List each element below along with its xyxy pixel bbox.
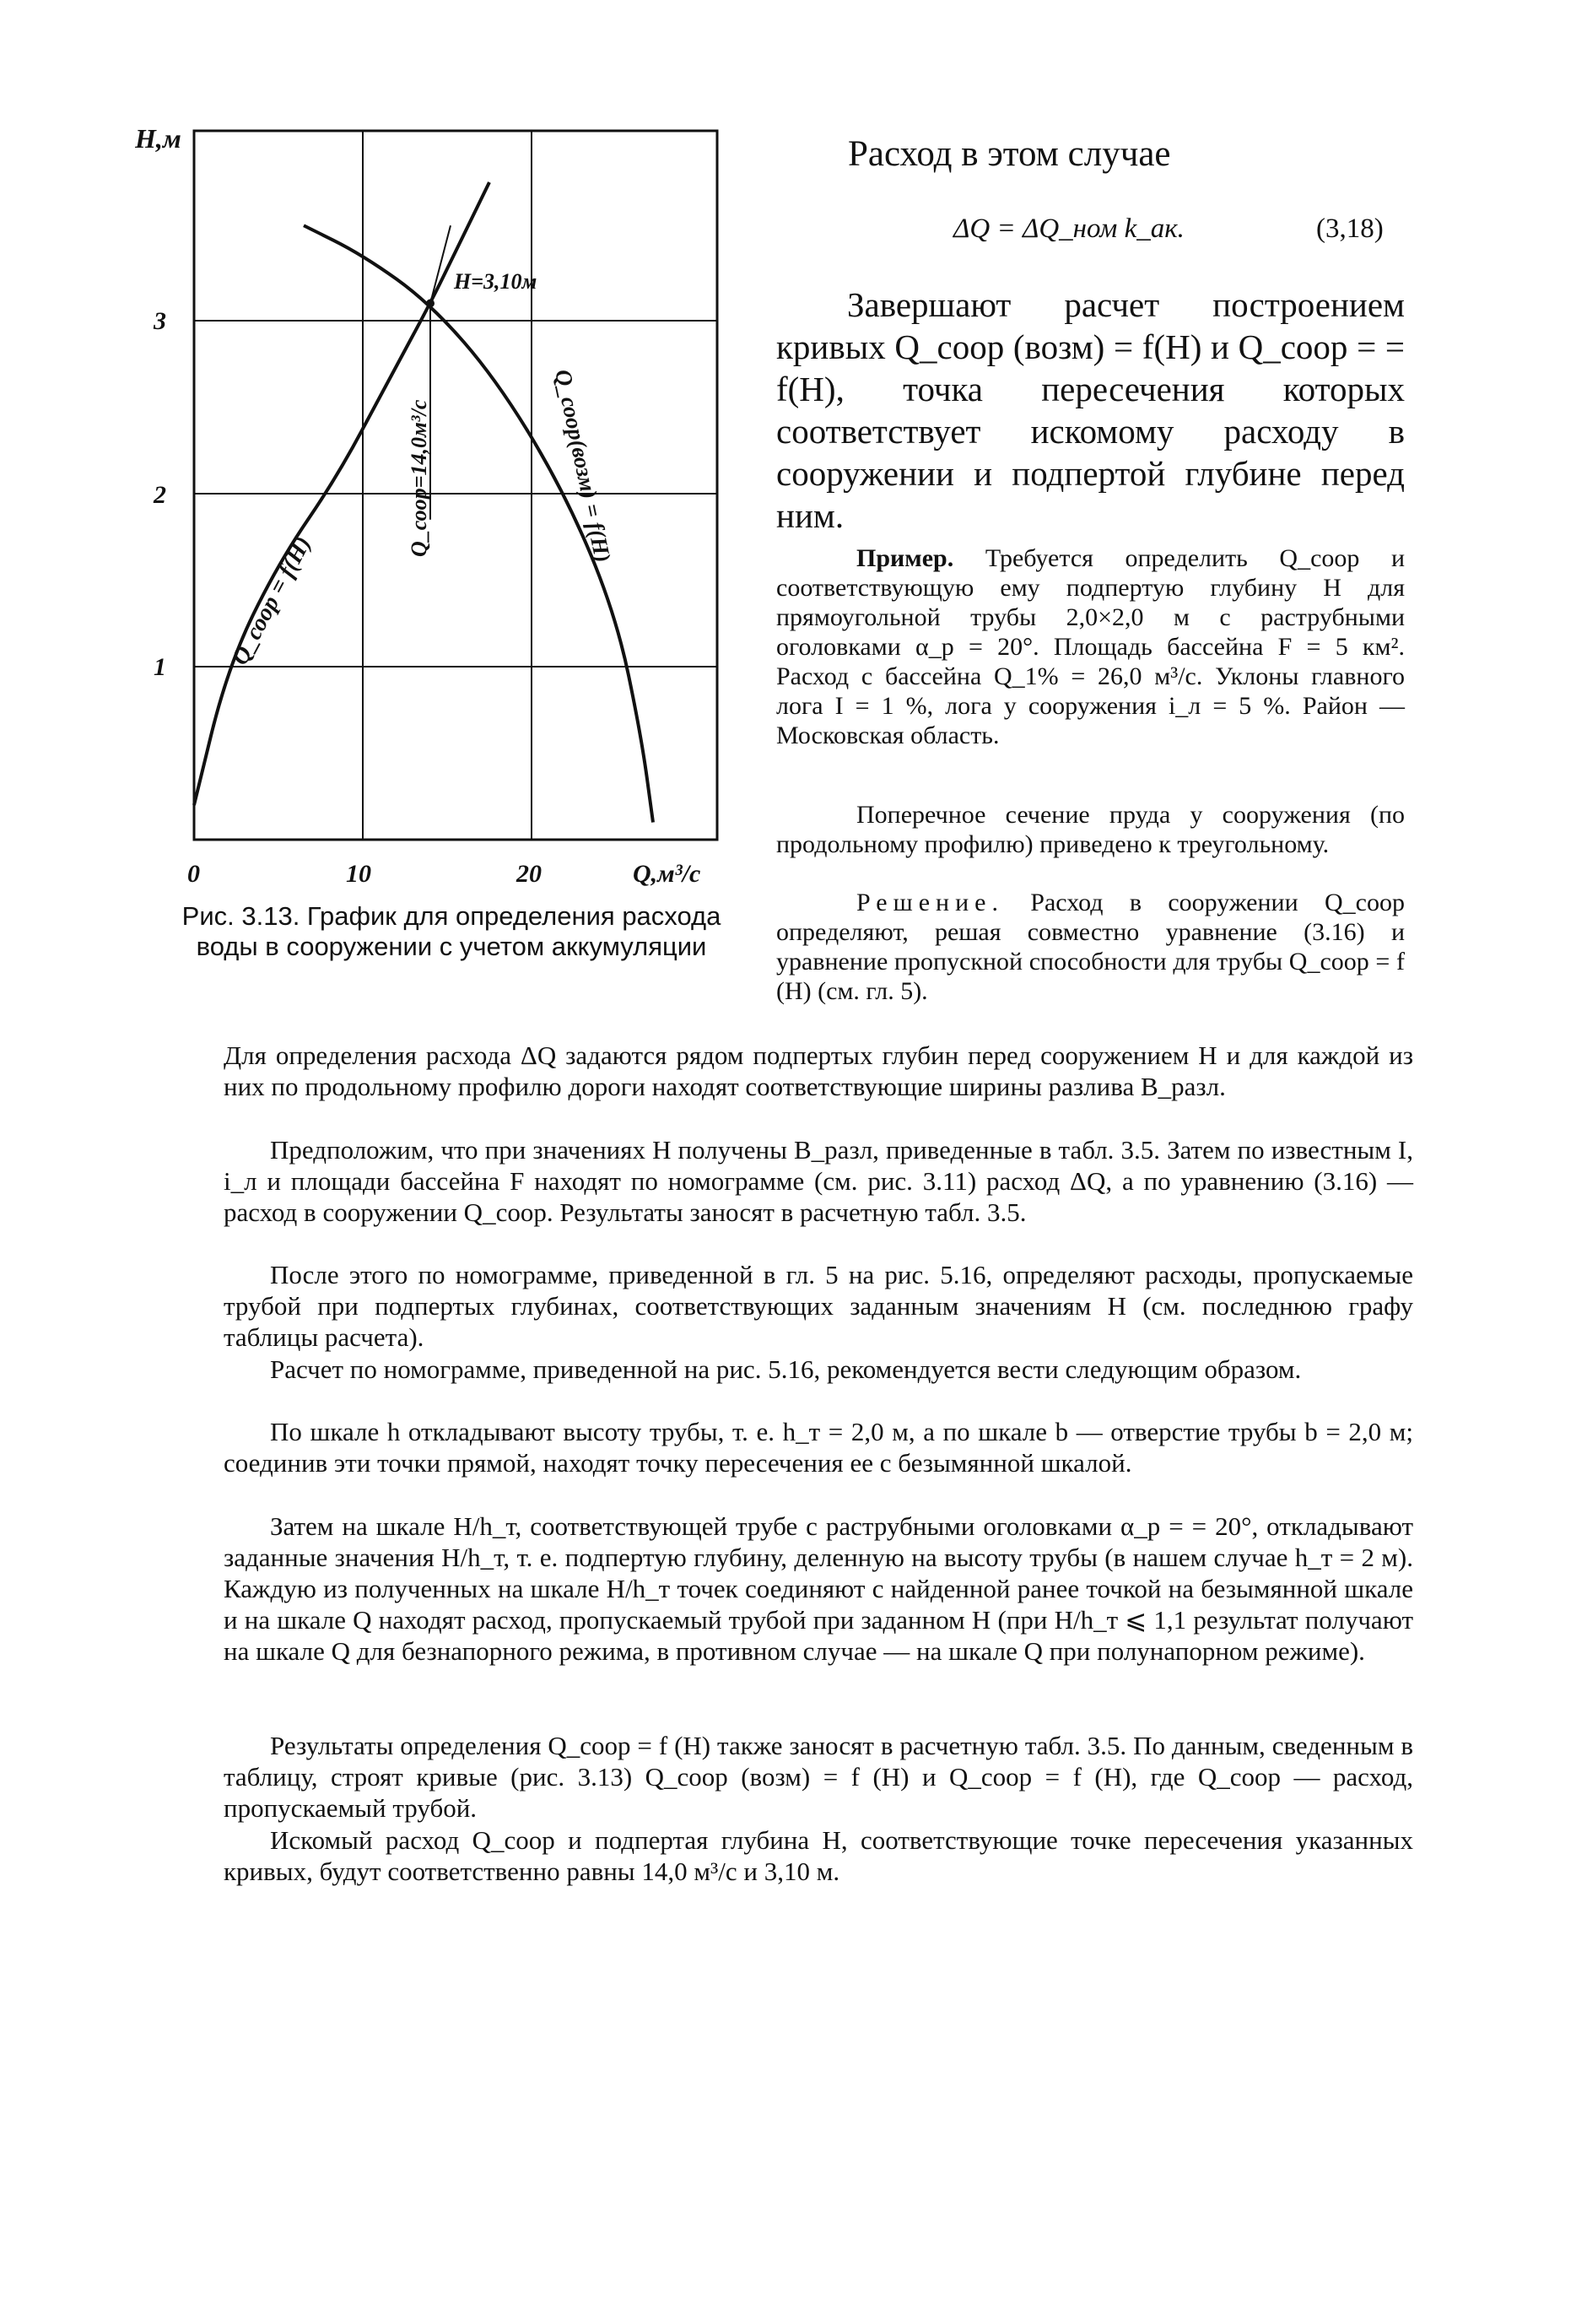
figure-caption: Рис. 3.13. График для определения расхода воды в сооружении с учетом аккумуляции	[181, 901, 721, 961]
body-paragraph-4: Расчет по номограмме, приведенной на рис. 5.16, рекомендуется вести следующим образом.	[270, 1354, 1302, 1384]
origin-label: 0	[187, 860, 200, 888]
solution-text: Расход в сооружении Q_соор определяют, решая совместно уравнение (3.16) и уравнение пропускной способности для трубы Q_соор = f (H) (см. гл. 5).	[776, 889, 1405, 1005]
h-annotation: H=3,10м	[454, 269, 537, 294]
x-tick-10: 10	[346, 860, 371, 888]
example-text: Требуется определить Q_соор и соответствующую ему подпертую глубину H для прямоугольной трубы 2,0×2,0 м с раструбными оголовками α_р = 20°. Площадь бассейна F = 5 км². Расход с бассейна Q_1% = 26,0 м³/с. Уклоны главного лога I = 1 %, лога у сооружения i_л = 5 %. Район — Московская область.	[776, 544, 1406, 749]
body-paragraph-1: Для определения расхода ΔQ задаются рядом подпертых глубин перед сооружением H и для каждой из них по продольному профилю дороги находят соответствующие ширины разлива B_разл.	[224, 1040, 1413, 1101]
y-axis-label: Н,м	[135, 127, 181, 154]
body-paragraph-2: Предположим, что при значениях H получены B_разл, приведенные в табл. 3.5. Затем по известным I, i_л и площади бассейна F находят по номограмме (см. рис. 3.11) расход ΔQ, а по уравнению (3.16) — расход в сооружении Q_соор. Результаты заносят в расчетную табл. 3.5.	[224, 1135, 1413, 1227]
body-paragraph-3: После этого по номограмме, приведенной в гл. 5 на рис. 5.16, определяют расходы, пропускаемые трубой при подпертых глубинах, соответствующих заданным значениям H (см. последнюю графу таблицы расчета).	[224, 1260, 1413, 1352]
y-tick-3: 3	[154, 307, 166, 335]
body-paragraph-8: Искомый расход Q_соор и подпертая глубина H, соответствующие точке пересечения указанных кривых, будут соответственно равны 14,0 м³/с и 3,10 м.	[224, 1825, 1413, 1886]
right-heading: Расход в этом случае	[848, 134, 1171, 174]
q-annotation: Q_соор=14,0м³/с	[407, 399, 431, 557]
x-tick-20: 20	[516, 860, 542, 888]
solution-block	[776, 888, 1405, 1006]
x-axis-label: Q,м³/с	[633, 860, 701, 888]
solution-word: Решение.	[856, 889, 1004, 916]
y-tick-2: 2	[154, 481, 166, 509]
example-title: Пример.	[856, 544, 954, 572]
curve1-label: Q_соор = f(H)	[226, 532, 316, 670]
example-block	[776, 543, 1405, 750]
formula-number: (3,18)	[1316, 213, 1384, 244]
cross-section-text: Поперечное сечение пруда у сооружения (по продольному профилю) приведено к треугольному.	[776, 801, 1405, 858]
figure-chart	[135, 127, 742, 911]
body-paragraph-6: Затем на шкале H/h_т, соответствующей трубе с раструбными оголовками α_р = = 20°, откладывают заданные значения H/h_т, т. е. подпертую глубину, деленную на высоту трубы (в нашем случае h_т = 2 м). Каждую из полученных на шкале H/h_т точек соединяют с найденной ранее точкой на безымянной шкале и на шкале Q находят расход, пропускаемый трубой при заданном H (при H/h_т ⩽ 1,1 результат получают на шкале Q для безнапорного режима, в противном случае — на шкале Q при полунапорном режиме).	[224, 1511, 1413, 1666]
y-tick-1: 1	[154, 653, 166, 681]
formula: ΔQ = ΔQ_ном k_ак.	[953, 213, 1185, 244]
curve2-label: Q_соор(возм) = f(H)	[550, 367, 616, 565]
right-paragraph1: Завершают расчет построением кривых Q_соор (возм) = f(H) и Q_соор = = f(H), точка пересечения которых соответствует искомому расходу в сооружении и подпертой глубине перед ним.	[776, 285, 1405, 535]
body-paragraph-7: Результаты определения Q_соор = f (H) также заносят в расчетную табл. 3.5. По данным, сведенным в таблицу, строят кривые (рис. 3.13) Q_соор (возм) = f (H) и Q_соор = f (H), где Q_соор — расход, пропускаемый трубой.	[224, 1731, 1413, 1823]
body-paragraph-5: По шкале h откладывают высоту трубы, т. е. h_т = 2,0 м, а по шкале b — отверстие трубы b = 2,0 м; соединив эти точки прямой, находят точку пересечения ее с безымянной шкалой.	[224, 1417, 1413, 1478]
